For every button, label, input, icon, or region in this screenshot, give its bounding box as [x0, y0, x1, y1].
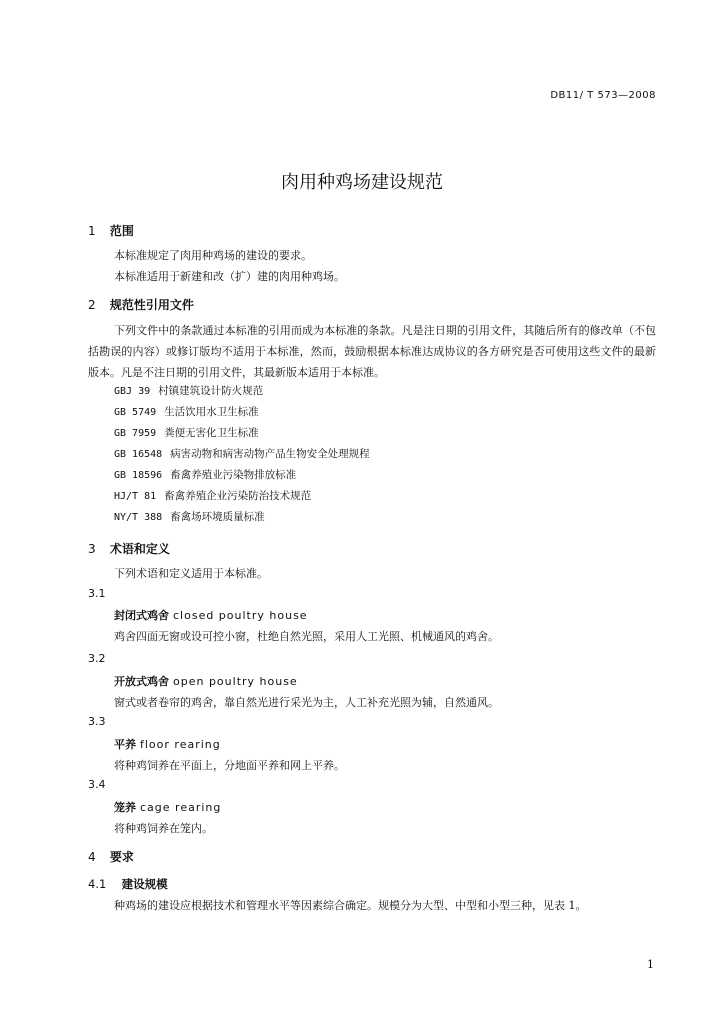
- term-heading: [114, 607, 308, 623]
- term-chinese: 平养: [114, 738, 136, 751]
- reference-item: [114, 425, 259, 440]
- term-heading: [114, 673, 298, 689]
- reference-name: 粪便无害化卫生标准: [164, 427, 259, 439]
- term-definition: 鸡舍四面无窗或设可控小窗，杜绝自然光照，采用人工光照、机械通风的鸡舍。: [114, 630, 499, 643]
- reference-name: 畜禽养殖业污染物排放标准: [170, 469, 297, 481]
- document-code: DB11/ T 573—2008: [550, 90, 656, 101]
- term-english: cage rearing: [140, 801, 222, 814]
- clause-number: 3.4: [88, 778, 106, 791]
- term-definition: 将种鸡饲养在笼内。: [114, 822, 213, 835]
- section-title: 规范性引用文件: [109, 298, 194, 312]
- reference-name: 生活饮用水卫生标准: [164, 406, 259, 418]
- paragraph: 下列文件中的条款通过本标准的引用而成为本标准的条款。凡是注日期的引用文件，其随后所有的修改单（不包括勘误的内容）或修订版均不适用于本标准，然而，鼓励根据本标准达成协议的各方研究是否可使用这些文件的最新版本。凡是不注日期的引用文件，其最新版本适用于本标准。: [88, 324, 656, 379]
- reference-code: GB 18596: [114, 470, 163, 481]
- term-english: closed poultry house: [173, 609, 308, 622]
- term-english: open poultry house: [173, 675, 298, 688]
- reference-item: [114, 509, 265, 524]
- subsection-heading-construction-scale: [88, 876, 168, 892]
- section-title: 术语和定义: [109, 542, 170, 556]
- clause-number: 3.2: [88, 652, 106, 665]
- section-title: 要求: [109, 850, 134, 864]
- section-number: 4: [88, 850, 96, 864]
- clause-number: 3.3: [88, 715, 106, 728]
- section-title: 范围: [109, 224, 134, 238]
- section-heading-scope: [88, 222, 134, 239]
- term-chinese: 封闭式鸡舍: [114, 609, 169, 622]
- subsection-number: 4.1: [88, 877, 107, 891]
- paragraph: 种鸡场的建设应根据技术和管理水平等因素综合确定。规模分为大型、中型和小型三种，见表 1。: [114, 899, 587, 912]
- clause-number: 3.1: [88, 587, 106, 600]
- section-number: 1: [88, 224, 96, 238]
- reference-code: NY/T 388: [114, 512, 163, 523]
- reference-name: 村镇建筑设计防火规范: [158, 385, 264, 397]
- section-number: 2: [88, 298, 96, 312]
- reference-code: GB 7959: [114, 428, 157, 439]
- term-heading: [114, 736, 221, 752]
- subsection-title: 建设规模: [121, 877, 168, 891]
- term-chinese: 笼养: [114, 801, 136, 814]
- reference-code: GBJ 39: [114, 386, 151, 397]
- reference-code: HJ/T 81: [114, 491, 157, 502]
- term-english: floor rearing: [140, 738, 221, 751]
- reference-name: 病害动物和病害动物产品生物安全处理规程: [170, 448, 370, 460]
- paragraph: 本标准适用于新建和改（扩）建的肉用种鸡场。: [114, 270, 345, 283]
- reference-item: [114, 467, 296, 482]
- section-heading-requirements: [88, 848, 134, 865]
- page-number: 1: [647, 958, 654, 971]
- reference-item: [114, 383, 263, 398]
- reference-item: [114, 446, 370, 461]
- term-heading: [114, 799, 221, 815]
- paragraph: 本标准规定了肉用种鸡场的建设的要求。: [114, 249, 312, 262]
- section-heading-normative-references: [88, 296, 194, 313]
- reference-item: [114, 404, 259, 419]
- reference-item: [114, 488, 311, 503]
- section-heading-terms-and-definitions: [88, 540, 170, 557]
- document-title: 肉用种鸡场建设规范: [281, 172, 443, 193]
- term-definition: 将种鸡饲养在平面上，分地面平养和网上平养。: [114, 759, 345, 772]
- reference-name: 畜禽养殖企业污染防治技术规范: [164, 490, 312, 502]
- section-number: 3: [88, 542, 96, 556]
- reference-code: GB 5749: [114, 407, 157, 418]
- term-definition: 窗式或者卷帘的鸡舍，靠自然光进行采光为主，人工补充光照为辅，自然通风。: [114, 696, 499, 709]
- paragraph: 下列术语和定义适用于本标准。: [114, 567, 268, 580]
- term-chinese: 开放式鸡舍: [114, 675, 169, 688]
- reference-name: 畜禽场环境质量标准: [170, 511, 265, 523]
- reference-code: GB 16548: [114, 449, 163, 460]
